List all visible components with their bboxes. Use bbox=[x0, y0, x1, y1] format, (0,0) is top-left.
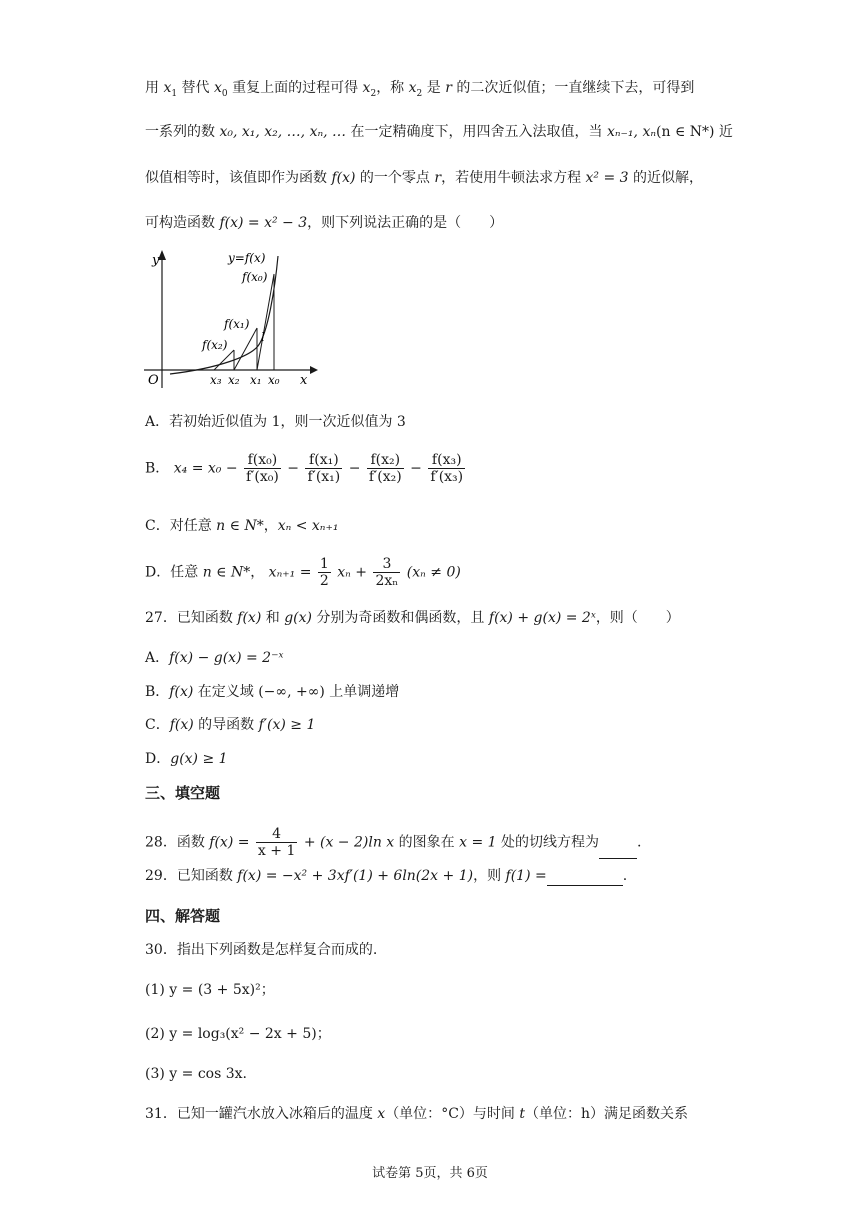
label-fx2: f(x₂) bbox=[202, 338, 228, 352]
q28-answer-blank[interactable] bbox=[599, 844, 637, 859]
q30-item-2: (2) y = log₃(x² − 2x + 5)； bbox=[145, 1026, 331, 1042]
q26-option-d[interactable]: D．任意 n ∈ N*， xₙ₊₁ = $\frac{1}{2}$ xₙ + $\frac{3}{\text{2xₙ}}$ (xₙ ≠ 0) bbox=[145, 556, 461, 589]
q30-item-1: (1) y = (3 + 5x)²； bbox=[145, 982, 275, 998]
label-x: x bbox=[300, 373, 308, 388]
q26-option-b[interactable]: B． x₄ = x₀ − $\frac{\text{f(x₀)}}{\text{f′(x₀)}}$ − $\frac{\text{f(x₁)}}{\text{f′(x₁)}}$ − $\frac{\text{f(x₂)}}{\text{f′(x₂)}}$ − $\frac{\text{f(x₃)}}{\text{f′(x₃)}}$ bbox=[145, 452, 464, 485]
page-footer: 试卷第 5页，共 6页 bbox=[372, 1166, 488, 1181]
q26-option-c[interactable]: C．对任意 n ∈ N*，xₙ < xₙ₊₁ bbox=[145, 518, 339, 534]
intro-line-1: 用 $x_1$ 替代 $x_0$ 重复上面的过程可得 $x_2$，称 $x_2$ 是 r 的二次近似值；一直继续下去，可得到 bbox=[145, 80, 695, 99]
q28: 28．函数 f(x) = $\frac{4}{x + 1}$ + (x − 2)ln x 的图象在 x = 1 处的切线方程为 . bbox=[145, 826, 642, 859]
intro-line-3: 似值相等时，该值即作为函数 f(x) 的一个零点 r，若使用牛顿法求方程 x² = 3 的近似解， bbox=[145, 170, 704, 186]
tangent-x1 bbox=[234, 328, 257, 370]
q27-option-a[interactable]: A．f(x) − g(x) = 2⁻ˣ bbox=[145, 650, 284, 666]
tangent-x0 bbox=[257, 274, 274, 370]
q27-option-d[interactable]: D．g(x) ≥ 1 bbox=[145, 751, 228, 767]
q27-option-c[interactable]: C．f(x) 的导函数 f′(x) ≥ 1 bbox=[145, 717, 316, 733]
intro-line-4: 可构造函数 f(x) = x² − 3，则下列说法正确的是（ ） bbox=[145, 215, 504, 231]
frac-term-0: $\frac{\text{f(x₀)}}{\text{f′(x₀)}}$ bbox=[246, 452, 279, 485]
q29-answer-blank[interactable] bbox=[547, 871, 623, 886]
section-answer-questions: 四、解答题 bbox=[145, 907, 221, 925]
q30-item-3: (3) y = cos 3x. bbox=[145, 1066, 247, 1082]
tangent-x2 bbox=[214, 350, 234, 370]
label-x0: x₀ bbox=[268, 373, 280, 387]
section-fill-in-blank: 三、填空题 bbox=[145, 784, 221, 802]
label-fx0: f(x₀) bbox=[242, 270, 268, 284]
label-fx1: f(x₁) bbox=[224, 317, 250, 331]
intro-line-2: 一系列的数 x₀, x₁, x₂, …, xₙ, … 在一定精确度下，用四舍五入法取值，当 xₙ₋₁, xₙ(n ∈ N*) 近 bbox=[145, 124, 733, 140]
frac-term-1: $\frac{\text{f(x₁)}}{\text{f′(x₁)}}$ bbox=[307, 452, 341, 485]
q27-stem: 27．已知函数 f(x) 和 g(x) 分别为奇函数和偶函数，且 f(x) + g(x) = 2ˣ，则（ ） bbox=[145, 610, 680, 626]
newton-method-figure bbox=[140, 248, 320, 393]
label-x2: x₂ bbox=[228, 373, 240, 387]
label-x3: x₃ bbox=[210, 373, 222, 387]
x-axis-arrow bbox=[310, 366, 318, 374]
frac-term-2: $\frac{\text{f(x₂)}}{\text{f′(x₂)}}$ bbox=[368, 452, 402, 485]
label-origin: O bbox=[148, 373, 159, 388]
label-y: y bbox=[152, 253, 160, 268]
q26-option-a[interactable]: A．若初始近似值为 1，则一次近似值为 3 bbox=[145, 414, 406, 430]
q31-stem: 31．已知一罐汽水放入冰箱后的温度 x（单位：°C）与时间 t（单位：h）满足函数关系 bbox=[145, 1106, 689, 1122]
label-l: l bbox=[261, 330, 265, 344]
q27-option-b[interactable]: B．f(x) 在定义域 (−∞, +∞) 上单调递增 bbox=[145, 684, 400, 700]
frac-term-3: $\frac{\text{f(x₃)}}{\text{f′(x₃)}}$ bbox=[430, 452, 464, 485]
label-x1: x₁ bbox=[250, 373, 262, 387]
q29: 29．已知函数 f(x) = −x² + 3xf′(1) + 6ln(2x + 1)，则 f(1) = . bbox=[145, 868, 628, 884]
label-curve: y=f(x) bbox=[228, 251, 266, 265]
q30-stem: 30．指出下列函数是怎样复合而成的. bbox=[145, 942, 378, 958]
